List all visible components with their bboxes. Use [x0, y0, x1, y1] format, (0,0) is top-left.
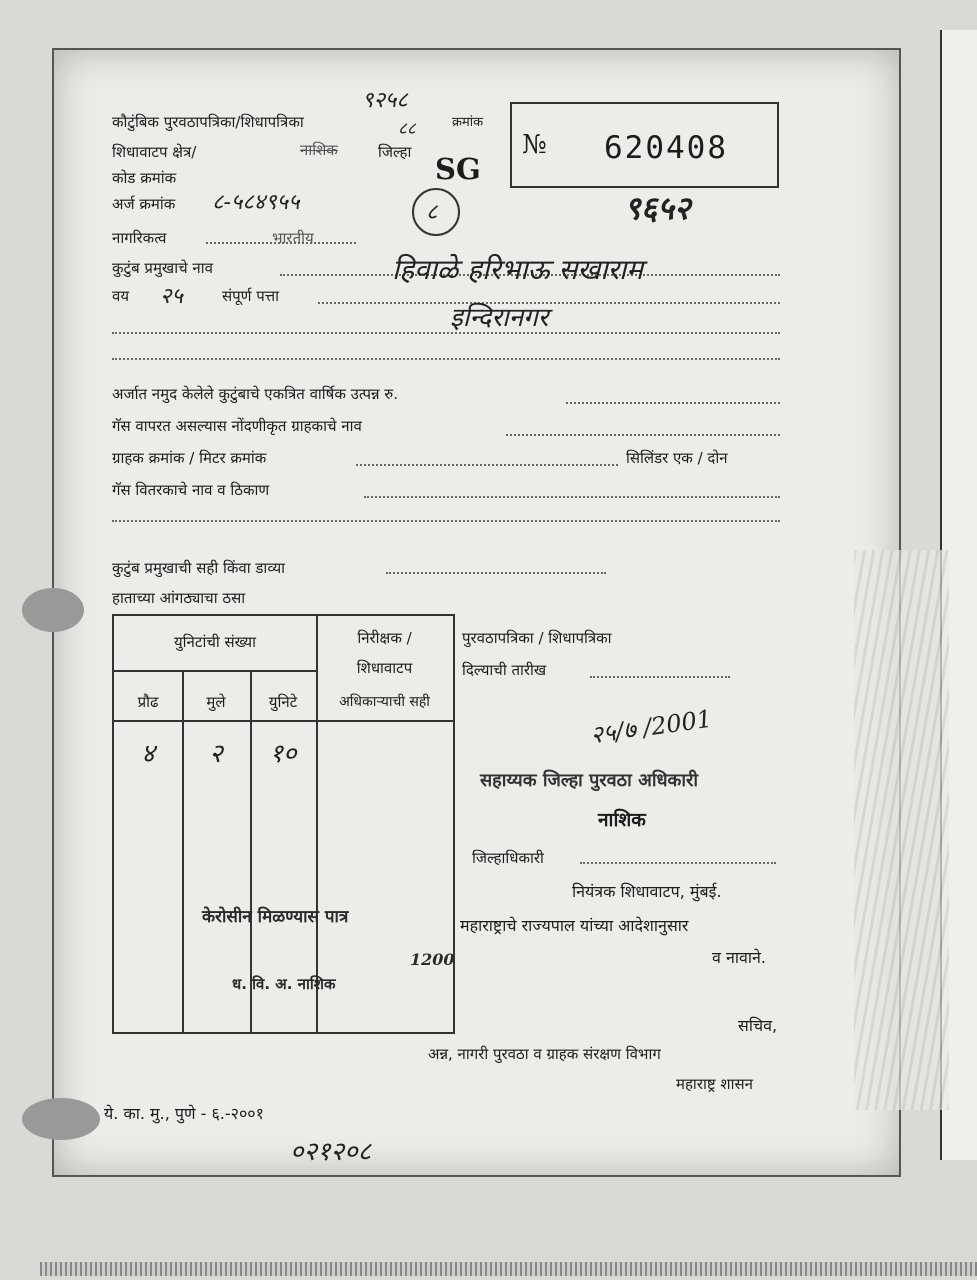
serial-no-symbol: №	[522, 130, 547, 160]
issue-label-1: पुरवठापत्रिका / शिधापत्रिका	[462, 629, 612, 647]
cylinder-label: सिलिंडर एक / दोन	[626, 449, 728, 467]
area-label: शिधावाटप क्षेत्र/	[112, 143, 197, 161]
area-value: नाशिक	[300, 141, 338, 159]
table-header-rule-1	[114, 670, 316, 672]
address-dots	[318, 302, 780, 304]
govt-line: महाराष्ट्र शासन	[676, 1075, 753, 1093]
thumb-label: हाताच्या आंगठ्याचा ठसा	[112, 589, 246, 607]
table-divider-main	[316, 616, 318, 1032]
table-header-rule-2	[114, 720, 453, 722]
punch-hole-top	[22, 588, 84, 632]
gas-name-label: गॅस वापरत असल्यास नोंदणीकृत ग्राहकाचे नाव	[112, 417, 362, 435]
units-table	[112, 614, 455, 1034]
scan-bottom-edge	[40, 1262, 977, 1276]
hand-code: ०२१२०८	[290, 1137, 372, 1167]
val-children: २	[209, 739, 223, 769]
serial-number-box	[510, 102, 779, 188]
card-hand-number: ९२५८	[362, 88, 408, 113]
kerosene-stamp-num: 1200	[410, 950, 455, 969]
card-label: कौटुंबिक पुरवठापत्रिका/शिधापत्रिका	[112, 113, 304, 131]
collector-label: जिल्हाधिकारी	[472, 849, 544, 867]
age-label: वय	[112, 287, 130, 305]
address-dots-2	[112, 332, 780, 334]
val-adult: ४	[141, 739, 155, 769]
val-units: १०	[269, 739, 297, 769]
head-name-label: कुटुंब प्रमुखाचे नाव	[112, 259, 213, 277]
issue-date-dots	[590, 676, 730, 678]
officer-city: नाशिक	[598, 809, 646, 831]
secretary: सचिव,	[738, 1016, 778, 1035]
address-value: इन्दिरानगर	[450, 303, 549, 333]
card-hand-small: ८८	[398, 119, 416, 139]
code-label: कोड क्रमांक	[112, 169, 177, 187]
print-line: ये. का. मु., पुणे - ६.-२००१	[104, 1104, 264, 1123]
head-name-value: हिवाळे हरिभाऊ सखाराम	[392, 253, 644, 286]
kerosene-stamp-line2: ध. वि. अ. नाशिक	[232, 975, 336, 993]
signature-label: कुटुंब प्रमुखाची सही किंवा डाव्या	[112, 559, 286, 577]
application-label: अर्ज क्रमांक	[112, 195, 176, 213]
punch-hole-bottom	[22, 1098, 100, 1140]
distributor-dots-2	[112, 520, 780, 522]
name-line: व नावाने.	[712, 948, 767, 967]
collector-dots	[580, 862, 776, 864]
col-children: मुले	[206, 693, 226, 711]
circle-mark-ring	[412, 188, 460, 236]
inspector-header-3: अधिकाऱ्याची सही	[339, 694, 430, 710]
consumer-label: ग्राहक क्रमांक / मिटर क्रमांक	[112, 449, 267, 467]
citizenship-value: भारतीय	[272, 229, 314, 247]
inspector-header-1: निरीक्षक /	[357, 629, 412, 647]
issue-label-2: दिल्याची तारीख	[462, 661, 547, 679]
address-dots-3	[112, 358, 780, 360]
card-label-suffix: क्रमांक	[452, 115, 484, 130]
kerosene-stamp-line1: केरोसीन मिळण्यास पात्र	[202, 907, 349, 927]
consumer-dots	[356, 464, 618, 466]
controller-label: नियंत्रक शिधावाटप, मुंबई.	[572, 882, 722, 901]
circle-mark: ८	[426, 200, 438, 225]
income-dots	[566, 402, 780, 404]
dept-line: अन्न, नागरी पुरवठा व ग्राहक संरक्षण विभाग	[428, 1045, 661, 1063]
hand-number-right: ९६५२	[624, 189, 691, 227]
col-units: युनिटे	[268, 693, 298, 711]
signature-dots	[386, 572, 606, 574]
worn-paper-area	[854, 550, 949, 1110]
distributor-dots	[364, 496, 780, 498]
address-label: संपूर्ण पत्ता	[222, 287, 280, 305]
units-header: युनिटांची संख्या	[173, 633, 257, 651]
inspector-header-2: शिधावाटप	[356, 659, 413, 677]
citizenship-label: नागरिकत्व	[112, 229, 167, 247]
distributor-label: गॅस वितरकाचे नाव व ठिकाण	[112, 481, 270, 499]
application-value: ८-५८४९५५	[212, 190, 300, 215]
sg-mark: SG	[435, 152, 481, 186]
income-label: अर्जात नमुद केलेले कुटुंबाचे एकत्रित वार्षिक उत्पन्न रु.	[112, 385, 399, 403]
district-label: जिल्हा	[378, 143, 412, 161]
issue-date: २५/७ /2001	[588, 704, 714, 750]
gas-name-dots	[506, 434, 780, 436]
governor-line: महाराष्ट्राचे राज्यपाल यांच्या आदेशानुसार	[460, 916, 689, 935]
officer-stamp: सहाय्यक जिल्हा पुरवठा अधिकारी	[480, 770, 699, 791]
age-value: २५	[160, 284, 183, 309]
serial-no-value: 620408	[604, 130, 728, 166]
table-divider-1	[182, 670, 184, 1032]
col-adult: प्रौढ	[137, 693, 159, 711]
